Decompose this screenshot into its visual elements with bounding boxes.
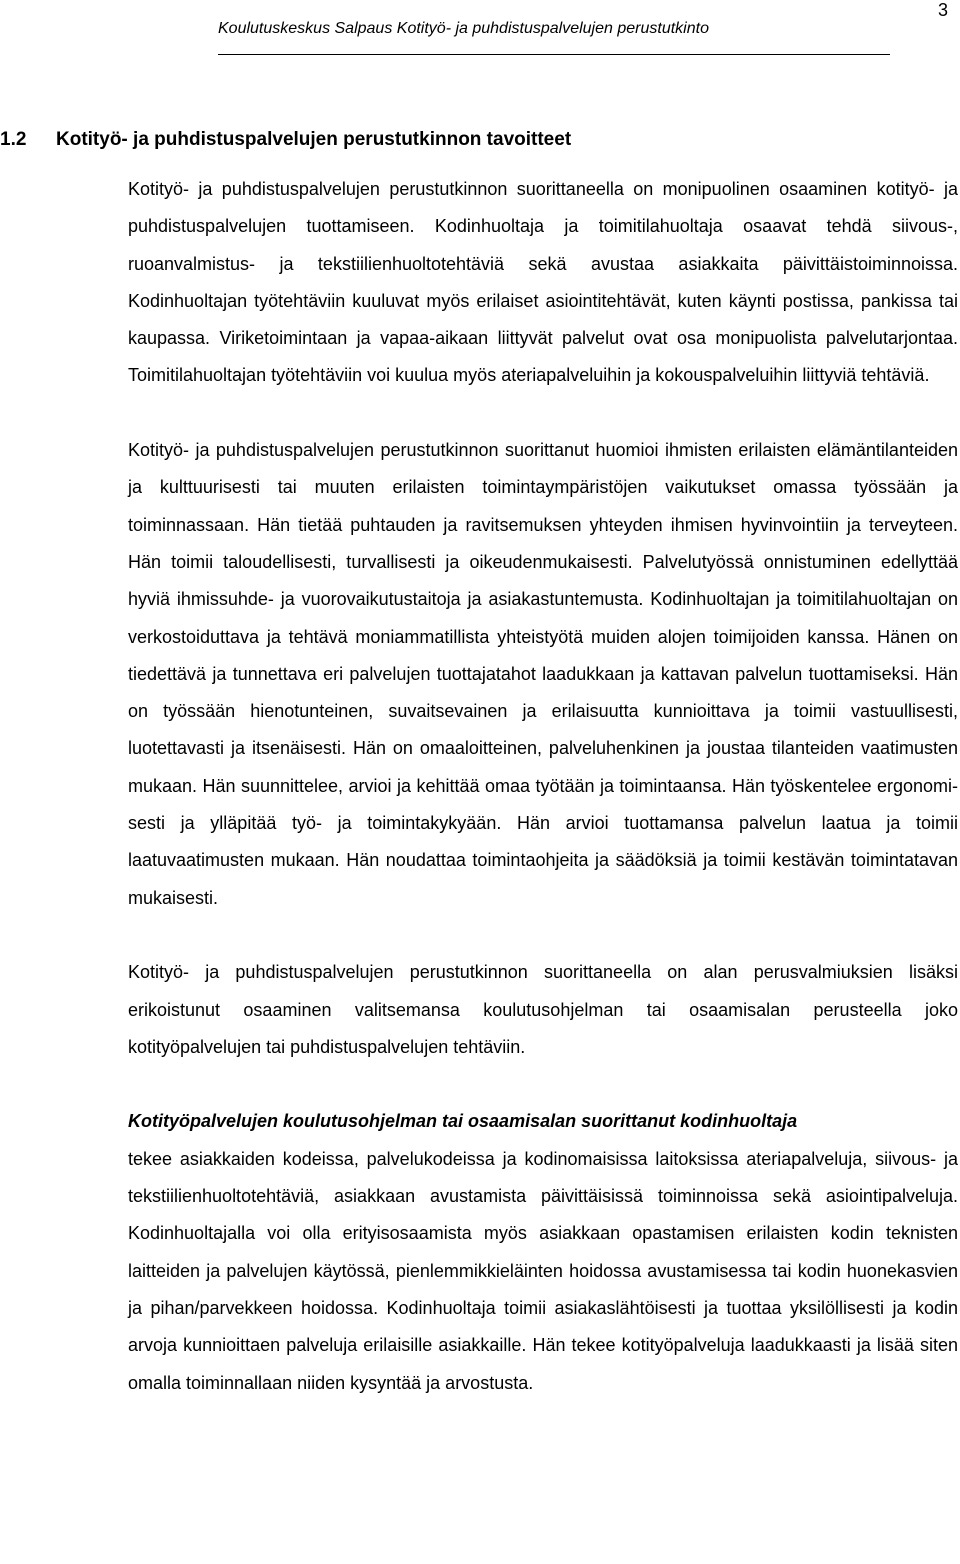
paragraph-4-text: tekee asiakkaiden kodeissa, palvelukodeissa ja kodinomaisissa laitoksissa ateriapalveluja, siivous- ja tekstiilienhuoltotehtäviä, asiakkaan avustamista päivittäisissä toiminnoissa sekä asiointipalveluja. Kodinhuoltajalla voi olla erityisosaamista myös asiakkaan opastamisen erilaisten kodin teknisten laitteiden ja palvelujen käytössä, pienlemmikkieläinten hoidossa avustamisessa tai kodin huonekasvien ja pihan/parvekkeen hoidossa. Kodinhuoltaja toimii asiakaslähtöisesti ja tuottaa yksilöllisesti ja kodin arvoja kunnioittaen palveluja erilaisille asiakkaille. Hän tekee kotityöpalveluja laadukkaasti ja lisää siten omalla toiminnallaan niiden kysyntää ja arvostusta. [128,1148,958,1393]
paragraph-3: Kotityö- ja puhdistuspalvelujen perustutkinnon suorittaneella on alan perusvalmiuksien lisäksi erikoistunut osaaminen valitsemansa koulutusohjelman tai osaamisalan perusteella joko kotityöpalvelujen tai puhdistuspalvelujen tehtäviin. [128,962,958,1057]
paragraph-4-lead: Kotityöpalvelujen koulutusohjelman tai osaamisalan suorittanut kodinhuoltaja [128,1111,798,1132]
body-text [128,171,958,1402]
section-title: Kotityö- ja puhdistuspalvelujen perustutkinnon tavoitteet [56,129,572,150]
section-heading [0,127,571,153]
paragraph-2: Kotityö- ja puhdistuspalvelujen perustutkinnon suorittanut huomioi ihmisten erilaisten elämäntilanteiden ja kulttuurisesti tai muuten erilaisten toimintaympäristöjen vaikutukset omassa työssään ja toiminnassaan. Hän tietää puhtauden ja ravitsemuksen yhteyden ihmisen hyvinvointiin ja terveyteen. Hän toimii taloudellisesti, turvallisesti ja oikeudenmukaisesti. Palvelutyössä onnistuminen edellyttää hyviä ihmissuhde- ja vuorovaikutustaitoja ja asiakastuntemusta. Kodinhuoltajan ja toimitilahuoltajan on verkostoiduttava ja tehtävä moniammatillista yhteistyötä muiden alojen toimijoiden kanssa. Hänen on tiedettävä ja tunnettava eri palvelujen tuottajatahot laadukkaan ja kattavan palvelun tuottamiseksi. Hän on työssään hienotunteinen, suvaitsevainen ja erilaisuutta kunnioittava ja toimii vastuullisesti, luotettavasti ja itsenäisesti. Hän on omaaloitteinen, palveluhenkinen ja joustaa tilanteiden vaatimusten mukaan. Hän suunnittelee, arvioi ja kehittää omaa työtään ja toimintaansa. Hän työskentelee ergonomisesti ja ylläpitää työ- ja toimintakykyään. Hän arvioi tuottamansa palvelun laatua ja toimii laatuvaatimusten mukaan. Hän noudattaa toimintaohjeita ja säädöksiä ja toimii kestävän toimintatavan mukaisesti. [128,440,958,908]
paragraph-4 [128,1103,958,1401]
paragraph-1: Kotityö- ja puhdistuspalvelujen perustutkinnon suorittaneella on monipuolinen osaaminen kotityö- ja puhdistuspalvelujen tuottamiseen. Kodinhuoltaja ja toimitilahuoltaja osaavat tehdä siivous-, ruoanvalmistus- ja tekstiilienhuoltotehtäviä sekä avustaa asiakkaita päivittäistoiminnoissa. Kodinhuoltajan työtehtäviin kuuluvat myös erilaiset asiointitehtävät, kuten käynti postissa, pankissa tai kaupassa. Viriketoimintaan ja vapaa-aikaan liittyvät palvelut ovat osa monipuolista palvelutarjontaa. Toimitilahuoltajan työtehtäviin voi kuulua myös ateriapalveluihin ja kokouspalveluihin liittyviä tehtäviä. [128,179,958,386]
page-number: 3 [937,0,948,20]
running-header: Koulutuskeskus Salpaus Kotityö- ja puhdistuspalvelujen perustutkinto [218,18,890,55]
section-number: 1.2 [0,129,27,150]
